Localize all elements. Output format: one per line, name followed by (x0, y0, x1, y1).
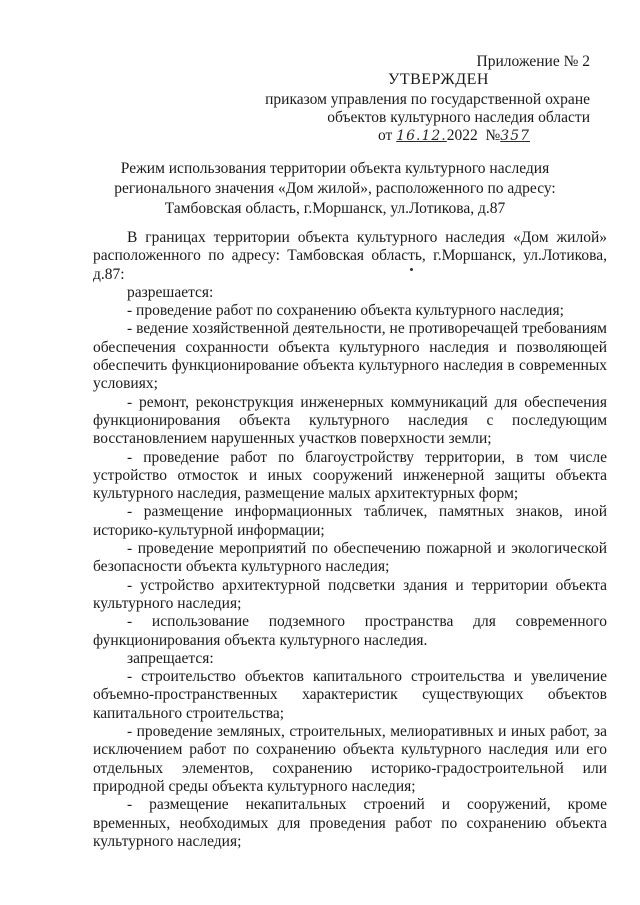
list-item: - проведение мероприятий по обеспечению пожарной и экологической безопасности объекта культурного наследия; (93, 540, 607, 576)
date-year: 2022 (446, 127, 478, 144)
list-item: - использование подземного пространства для современного функционирования объекта культурного наследия. (93, 613, 607, 649)
prohibited-heading: запрещается: (127, 649, 214, 667)
order-line-2: объектов культурного наследия области (327, 109, 590, 126)
handwritten-number: 357 (500, 128, 531, 144)
approved-label: УТВЕРЖДЕН (388, 71, 489, 88)
list-item: - проведение земляных, строительных, мелиоративных и иных работ, за исключением работ по сохранению объекта культурного наследия или его отдельных элементов, сохранению историко-градостроительной или природной среды объекта культурного наследия; (93, 723, 607, 795)
title-line-1: Режим использования территории объекта культурного наследия (120, 160, 550, 177)
list-item: - ремонт, реконструкция инженерных коммуникаций для обеспечения функционирования объекта культурного наследия с последующим восстановлением нарушенных участков поверхности земли; (93, 393, 607, 448)
number-label: № (485, 127, 501, 144)
list-item: - ведение хозяйственной деятельности, не противоречащей требованиям обеспечения сохранности объекта культурного наследия и позволяющей обеспечить функционирование объекта культурного наследия в современных условиях; (93, 320, 607, 393)
from-label: от (378, 127, 393, 144)
list-item: - размещение некапитальных строений и сооружений, кроме временных, необходимых для проведения работ по сохранению объекта культурного наследия; (93, 796, 607, 850)
list-item: - строительство объектов капитального строительства и увеличение объемно-пространственных характеристик существующих объектов капитального строительства; (93, 668, 607, 722)
document-body (93, 229, 607, 851)
order-line-1: приказом управления по государственной охране (265, 91, 590, 108)
prohibited-list (93, 668, 607, 851)
allowed-heading: разрешается: (127, 283, 214, 301)
list-item: - устройство архитектурной подсветки здания и территории объекта культурного наследия; (93, 576, 607, 612)
document-title (95, 159, 575, 219)
allowed-list (93, 302, 607, 650)
title-line-3: Тамбовская область, г.Моршанск, ул.Лотикова, д.87 (164, 200, 506, 217)
handwritten-date: 16.12. (396, 128, 447, 144)
appendix-label (260, 52, 590, 71)
list-item: - размещение информационных табличек, памятных знаков, иной историко-культурной информации; (93, 503, 607, 539)
list-item: - проведение работ по сохранению объекта культурного наследия; (127, 302, 564, 320)
order-date-line (378, 126, 530, 146)
appendix-text: Приложение № 2 (476, 53, 590, 70)
list-item: - проведение работ по благоустройству территории, в том числе устройство отмосток и иных сооружений инженерной защиты объекта культурного наследия, размещение малых архитектурных форм; (93, 448, 607, 503)
title-line-2: регионального значения «Дом жилой», расположенного по адресу: (114, 180, 556, 197)
intro-paragraph: В границах территории объекта культурного наследия «Дом жилой» расположенного по адресу: Тамбовская область, г.Моршанск, ул.Лотикова, д.87: (93, 229, 607, 283)
